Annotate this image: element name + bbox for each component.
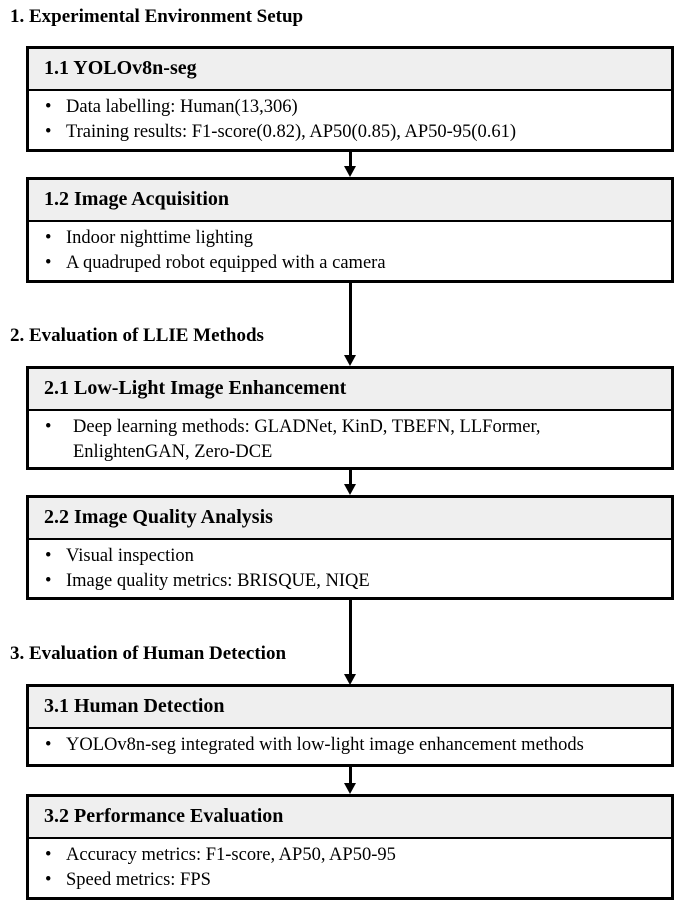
box-human-detection xyxy=(26,684,674,767)
bullet-line: EnlightenGAN, Zero-DCE xyxy=(73,442,273,462)
bullet-item: • A quadruped robot equipped with a camera xyxy=(29,251,671,276)
arrow-line xyxy=(349,600,352,674)
arrow-line xyxy=(349,152,352,166)
box-yolov8n-seg xyxy=(26,46,674,152)
arrowhead-icon xyxy=(344,166,356,177)
bullet-item xyxy=(29,415,671,465)
bullet-item: • Data labelling: Human(13,306) xyxy=(29,95,671,120)
box-low-light-image-enhancement xyxy=(26,366,674,470)
bullet-item: • Accuracy metrics: F1-score, AP50, AP50-95 xyxy=(29,843,671,868)
bullet-line: • Deep learning methods: GLADNet, KinD, TBEFN, LLFormer, xyxy=(73,417,541,437)
arrow-line xyxy=(349,283,352,355)
box-header: 2.1 Low-Light Image Enhancement xyxy=(29,369,671,411)
bullet-item: • Indoor nighttime lighting xyxy=(29,226,671,251)
arrowhead-icon xyxy=(344,484,356,495)
box-header: 3.1 Human Detection xyxy=(29,687,671,729)
arrow-line xyxy=(349,767,352,783)
box-image-quality-analysis xyxy=(26,495,674,600)
bullet-item: • Image quality metrics: BRISQUE, NIQE xyxy=(29,569,671,594)
bullet-item: • Visual inspection xyxy=(29,544,671,569)
section-title-2: 2. Evaluation of LLIE Methods xyxy=(10,325,264,346)
arrowhead-icon xyxy=(344,355,356,366)
arrow-line xyxy=(349,470,352,484)
box-header: 3.2 Performance Evaluation xyxy=(29,797,671,839)
box-image-acquisition xyxy=(26,177,674,283)
section-title-1: 1. Experimental Environment Setup xyxy=(10,6,304,27)
section-title-3: 3. Evaluation of Human Detection xyxy=(10,643,287,664)
box-header: 2.2 Image Quality Analysis xyxy=(29,498,671,540)
bullet-item: • YOLOv8n-seg integrated with low-light image enhancement methods xyxy=(29,733,671,758)
box-header: 1.1 YOLOv8n-seg xyxy=(29,49,671,91)
box-header: 1.2 Image Acquisition xyxy=(29,180,671,222)
box-performance-evaluation xyxy=(26,794,674,900)
bullet-item: • Speed metrics: FPS xyxy=(29,868,671,893)
arrowhead-icon xyxy=(344,783,356,794)
bullet-item: • Training results: F1-score(0.82), AP50(0.85), AP50-95(0.61) xyxy=(29,120,671,145)
